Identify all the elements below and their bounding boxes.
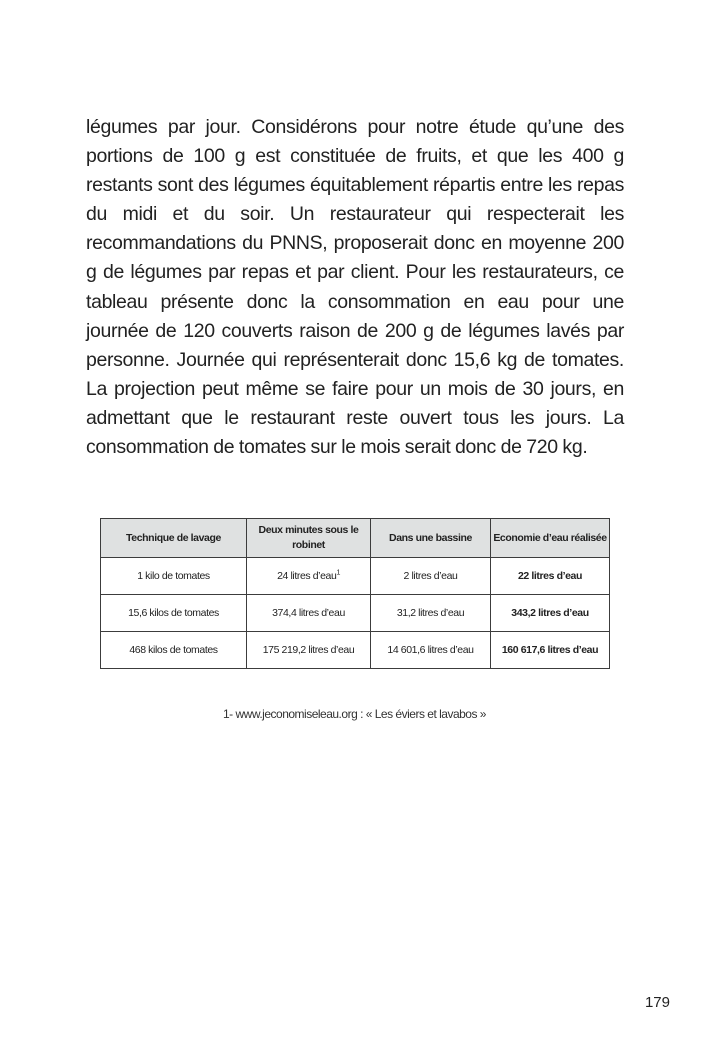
cell-robinet-value: 374,4 litres d’eau bbox=[272, 607, 345, 619]
cell-bassine: 14 601,6 litres d’eau bbox=[371, 632, 491, 669]
cell-robinet bbox=[247, 558, 371, 595]
table-row bbox=[101, 558, 610, 595]
cell-economie: 343,2 litres d’eau bbox=[491, 595, 610, 632]
table-header-row bbox=[101, 519, 610, 558]
cell-bassine: 2 litres d’eau bbox=[371, 558, 491, 595]
cell-robinet-value: 24 litres d’eau bbox=[277, 570, 337, 582]
header-robinet: Deux minutes sous le robinet bbox=[247, 519, 371, 558]
footnote: 1- www.jeconomiseleau.org : « Les éviers et lavabos » bbox=[223, 707, 486, 721]
cell-robinet bbox=[247, 595, 371, 632]
body-paragraph: légumes par jour. Considérons pour notre étude qu’une des portions de 100 g est constituée de fruits, et que les 400 g restants sont des légumes équitablement répartis entre les repas du midi et du soir. Un restaurateur qui respecterait les recommandations du PNNS, proposerait donc en moyenne 200 g de légumes par repas et par client. Pour les restaurateurs, ce tableau présente donc la consommation en eau pour une journée de 120 couverts raison de 200 g de légumes lavés par personne. Journée qui représenterait donc 15,6 kg de tomates. La projection peut même se faire pour un mois de 30 jours, en admettant que le restaurant reste ouvert tous les jours. La consommation de tomates sur le mois serait donc de 720 kg. bbox=[86, 116, 624, 459]
cell-technique: 1 kilo de tomates bbox=[101, 558, 247, 595]
footnote-marker: 1 bbox=[336, 569, 340, 577]
cell-technique: 15,6 kilos de tomates bbox=[101, 595, 247, 632]
header-technique: Technique de lavage bbox=[101, 519, 247, 558]
header-economie: Economie d’eau réalisée bbox=[491, 519, 610, 558]
cell-economie: 160 617,6 litres d’eau bbox=[491, 632, 610, 669]
page-number: 179 bbox=[644, 994, 670, 1011]
cell-robinet bbox=[247, 632, 371, 669]
cell-robinet-value: 175 219,2 litres d’eau bbox=[262, 644, 355, 656]
data-table bbox=[100, 518, 610, 669]
cell-technique: 468 kilos de tomates bbox=[101, 632, 247, 669]
header-bassine: Dans une bassine bbox=[371, 519, 491, 558]
water-consumption-table bbox=[100, 518, 609, 669]
table-row bbox=[101, 595, 610, 632]
cell-bassine: 31,2 litres d’eau bbox=[371, 595, 491, 632]
table-row bbox=[101, 632, 610, 669]
cell-economie: 22 litres d’eau bbox=[491, 558, 610, 595]
